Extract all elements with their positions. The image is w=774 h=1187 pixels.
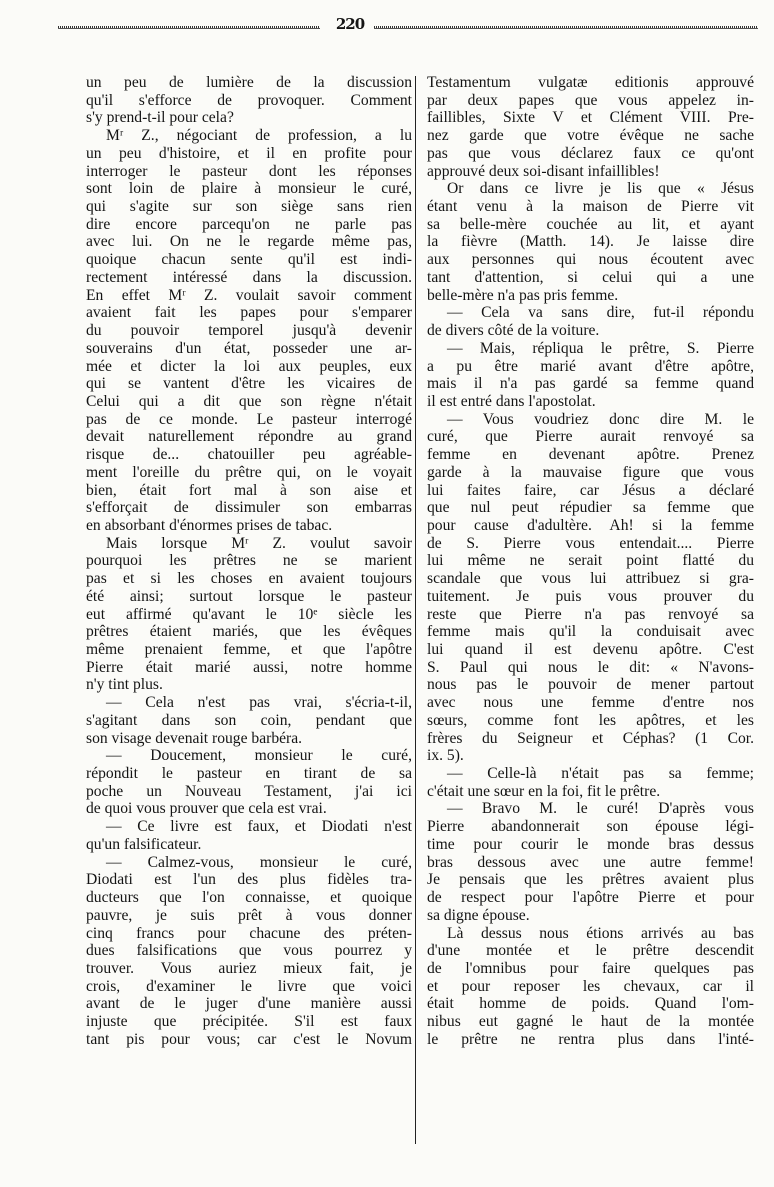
text-line: scandale que vous lui attribuez si gra- [427,570,754,588]
text-line: tant pis pour vous; car c'est le Novum [86,1030,412,1048]
text-line: même prenaient femme, et que l'apôtre [86,641,412,658]
text-line: de S. Pierre vous entendait.... Pierre [427,534,754,552]
text-line: avec lui. On ne le regarde même pas, [86,233,412,251]
text-line: Là dessus nous étions arrivés au bas [447,924,754,942]
text-line: ment l'oreille du prêtre qui, on le voyait [86,463,412,481]
text-line: nez garde que votre évêque ne sache [427,127,754,145]
text-line: pas que vous déclarez faux ce qu'ont [427,144,754,162]
text-line: — Cela va sans dire, fut-il répondu [447,304,754,322]
text-line: pas et si les choses en avaient toujours [86,570,412,588]
text-line: s'y prend-t-il pour cela? [86,109,234,127]
text-line: par deux papes que vous appelez in- [427,91,754,109]
header-rule-right [374,26,758,29]
text-line: bien, était fort mal à son aise et [86,481,412,499]
text-line: qu'il s'efforce de provoquer. Comment [86,91,412,109]
text-line: faillibles, Sixte V et Clément VIII. Pre- [427,109,754,127]
text-line: un peu d'histoire, et il en profite pour [86,144,412,162]
text-line: — Doucement, monsieur le curé, [106,747,412,765]
text-line: d'une montée et le prêtre descendit [427,942,754,960]
text-line: répondit le pasteur en tirant de sa [86,765,412,783]
text-line: pourquoi les prêtres ne se marient [86,552,412,570]
text-line: belle-mère n'a pas pris femme. [427,286,619,304]
text-line: pauvre, je suis prêt à vous donner [86,906,412,924]
text-line: pour cause d'adultère. Ah! si la femme [427,516,754,534]
text-line: frères du Seigneur et Céphas? (1 Cor. [427,729,754,747]
text-line: nibus eut gagné le haut de la montée [427,1013,754,1031]
text-line: crois, d'examiner le livre que voici [86,977,412,995]
text-line: femme mais qu'il la conduisait avec [427,623,754,641]
text-line: pas de ce monde. Le pasteur interrogé [86,410,412,428]
text-line: injuste que précipitée. S'il est faux [86,1013,412,1031]
text-line: Testamentum vulgatæ editionis approuvé [427,74,754,91]
text-line: Or dans ce livre je lis que « Jésus [447,180,754,198]
text-line: — Ce livre est faux, et Diodati n'est [106,818,412,836]
text-line: Pierre était marié aussi, notre homme [86,658,412,676]
text-line: que nul peut répudier sa femme que [427,499,754,517]
text-line: Diodati est l'un des plus fidèles tra- [86,871,412,889]
text-line: de quoi vous prouver que cela est vrai. [86,800,327,818]
text-line: s'efforçait de dissimuler son embarras [86,499,412,517]
page-header [58,15,758,33]
text-line: bras dessous avec une autre femme! [427,853,754,871]
text-line: — Cela n'est pas vrai, s'écria-t-il, [106,694,412,712]
text-line: avant de le juger d'une manière aussi [86,995,412,1013]
text-line: sa digne épouse. [427,906,530,924]
text-line: étant venu à la maison de Pierre vit [427,198,754,216]
text-line: un peu de lumière de la discussion [86,74,412,91]
text-line: femme en devenant apôtre. Prenez [427,446,754,464]
text-line: a pu être marié avant d'être apôtre, [427,357,754,375]
text-line: — Mais, répliqua le prêtre, S. Pierre [447,339,754,357]
text-line: dire encore parcequ'on ne parle pas [86,215,412,233]
text-line: risque de... chatouiller peu agréable- [86,446,412,464]
text-line: garde à la mauvaise figure que vous [427,463,754,481]
text-line: rectement intéressé dans la discussion. [86,268,412,286]
text-line: du pouvoir temporel jusqu'à devenir [86,322,412,340]
text-line: — Calmez-vous, monsieur le curé, [106,853,412,871]
text-line: trouver. Vous auriez mieux fait, je [86,959,412,977]
text-line: qui se vantent d'être les vicaires de [86,375,412,393]
text-line: qu'un falsificateur. [86,835,202,853]
text-line: tuitement. Je puis vous prouver du [427,587,754,605]
text-line: de respect pour l'apôtre Pierre et pour [427,889,754,907]
text-line: aux personnes qui nous écoutent avec [427,251,754,269]
text-line: Celui qui a dit que son règne n'était [86,392,412,410]
text-line: de l'omnibus pour faire quelques pas [427,959,754,977]
text-line: tant d'attention, si celui qui a une [427,268,754,286]
text-line: c'était une sœur en la foi, fit le prêtre. [427,782,661,800]
text-line: En effet Mʳ Z. voulait savoir comment [86,286,412,304]
header-rule-left [58,26,320,29]
text-line: — Bravo M. le curé! D'après vous [447,800,754,818]
text-line: qui s'agite sur son siège sans rien [86,198,412,216]
text-line: dues falsifications que vous pourrez y [86,942,412,960]
text-line: lui faites faire, car Jésus a déclaré [427,481,754,499]
text-line: — Celle-là n'était pas sa femme; [447,765,754,783]
text-line: était homme de poids. Quand l'om- [427,995,754,1013]
text-line: Mais lorsque Mʳ Z. voulut savoir [106,534,412,552]
text-line: nous pas le pouvoir de mener partout [427,676,754,694]
text-line: de divers côté de la voiture. [427,322,600,340]
text-line: avaient fait les papes pour s'emparer [86,304,412,322]
text-line: Je pensais que les prêtres avaient plus [427,871,754,889]
text-line: S. Paul qui nous le dit: « N'avons- [427,658,754,676]
text-line: lui quand il est devenu apôtre. C'est [427,641,754,658]
text-line: ducteurs que l'on connaisse, et quoique [86,889,412,907]
text-line: reste que Pierre n'a pas renvoyé sa [427,605,754,623]
text-line: approuvé deux soi-disant infaillibles! [427,162,660,180]
text-line: été ainsi; surtout lorsque le pasteur [86,587,412,605]
text-line: time pour courir le monde bras dessus [427,835,754,853]
text-line: en absorbant d'énormes prises de tabac. [86,516,333,534]
right-column [427,74,754,1049]
text-line: avec nous une femme d'entre nos [427,694,754,712]
text-line: il est entré dans l'apostolat. [427,392,596,410]
text-line: s'agitant dans son coin, pendant que [86,711,412,729]
text-line: mais il n'a pas gardé sa femme quand [427,375,754,393]
text-line: et pour reposer les chevaux, car il [427,977,754,995]
text-line: son visage devenait rouge barbéra. [86,729,303,747]
text-line: sœurs, comme font les apôtres, et les [427,711,754,729]
text-line: prêtres étaient mariés, que les évêques [86,623,412,641]
text-line: ix. 5). [427,747,464,765]
text-line: Mʳ Z., négociant de profession, a lu [106,127,412,145]
text-line: le prêtre ne rentra plus dans l'inté- [427,1030,754,1048]
page-number: 220 [335,15,365,33]
text-line: eut affirmé qu'avant le 10ᵉ siècle les [86,605,412,623]
text-line: quoique chacun sente qu'il est indi- [86,251,412,269]
text-line: — Vous voudriez donc dire M. le [447,410,754,428]
text-line: sont loin de plaire à monsieur le curé, [86,180,412,198]
text-line: la fièvre (Matth. 14). Je laisse dire [427,233,754,251]
text-line: interroger le pasteur dont les réponses [86,162,412,180]
text-line: Pierre abandonnerait son épouse légi- [427,818,754,836]
text-line: cinq francs pour chacune des préten- [86,924,412,942]
text-line: curé, que Pierre aurait renvoyé sa [427,428,754,446]
text-line: poche un Nouveau Testament, j'ai ici [86,782,412,800]
left-column [86,74,412,1049]
text-line: lui même ne serait point flatté du [427,552,754,570]
text-line: n'y tint plus. [86,676,163,694]
text-line: mée et dicter la loi aux peuples, eux [86,357,412,375]
text-line: sa belle-mère couchée au lit, et ayant [427,215,754,233]
text-line: devait naturellement répondre au grand [86,428,412,446]
column-divider [415,76,416,1144]
text-line: souverains d'un état, posseder une ar- [86,339,412,357]
